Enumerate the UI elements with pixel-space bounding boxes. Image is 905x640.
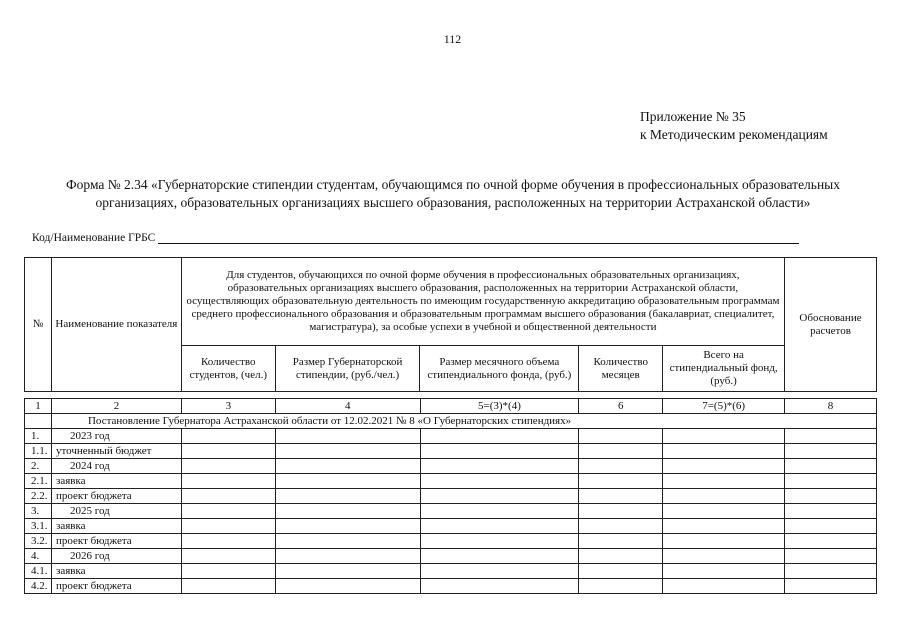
value-cell [785, 534, 877, 549]
data-table [24, 398, 877, 594]
header-stipend-size: Размер Губернаторской стипендии, (руб./чел.) [275, 346, 420, 392]
value-cell [275, 549, 420, 564]
row-number: 3. [25, 504, 52, 519]
column-number: 3 [181, 399, 275, 414]
value-cell [420, 534, 579, 549]
form-title: Форма № 2.34 «Губернаторские стипендии студентам, обучающимся по очной форме обучения в профессиональных образовательных организациях, образовательных организациях высшего образования, расположенных на территории Астраханской области» [66, 177, 840, 210]
value-cell [275, 444, 420, 459]
value-cell [579, 549, 663, 564]
table-row [25, 489, 877, 504]
column-numbers-row [25, 399, 877, 414]
value-cell [181, 459, 275, 474]
value-cell [181, 549, 275, 564]
value-cell [785, 519, 877, 534]
header-monthly-fund: Размер месячного объема стипендиального фонда, (руб.) [420, 346, 579, 392]
value-cell [275, 519, 420, 534]
column-number: 8 [785, 399, 877, 414]
column-number: 2 [51, 399, 181, 414]
value-cell [181, 489, 275, 504]
value-cell [181, 444, 275, 459]
value-cell [181, 564, 275, 579]
value-cell [663, 579, 785, 594]
row-indicator-name: проект бюджета [51, 534, 181, 549]
decree-num-cell [25, 414, 52, 429]
header-months: Количество месяцев [579, 346, 663, 392]
row-indicator-name: проект бюджета [51, 579, 181, 594]
value-cell [785, 564, 877, 579]
row-number: 3.2. [25, 534, 52, 549]
row-indicator-name: 2024 год [51, 459, 181, 474]
value-cell [579, 474, 663, 489]
value-cell [785, 579, 877, 594]
value-cell [579, 444, 663, 459]
value-cell [579, 564, 663, 579]
value-cell [420, 489, 579, 504]
value-cell [420, 564, 579, 579]
table-row [25, 429, 877, 444]
value-cell [275, 564, 420, 579]
row-number: 2. [25, 459, 52, 474]
value-cell [420, 549, 579, 564]
value-cell [785, 429, 877, 444]
column-number: 6 [579, 399, 663, 414]
value-cell [579, 504, 663, 519]
value-cell [275, 504, 420, 519]
value-cell [420, 429, 579, 444]
value-cell [181, 534, 275, 549]
value-cell [181, 429, 275, 444]
row-number: 3.1. [25, 519, 52, 534]
header-total-fund: Всего на стипендиальный фонд, (руб.) [663, 346, 785, 392]
header-num: № [25, 258, 52, 392]
decree-row [25, 414, 877, 429]
value-cell [420, 519, 579, 534]
value-cell [420, 579, 579, 594]
value-cell [181, 579, 275, 594]
value-cell [663, 459, 785, 474]
value-cell [181, 504, 275, 519]
value-cell [663, 474, 785, 489]
grbs-code-label: Код/Наименование ГРБС [32, 232, 156, 244]
table-row [25, 459, 877, 474]
value-cell [275, 489, 420, 504]
value-cell [579, 429, 663, 444]
row-number: 4.1. [25, 564, 52, 579]
value-cell [663, 504, 785, 519]
value-cell [275, 474, 420, 489]
row-indicator-name: проект бюджета [51, 489, 181, 504]
value-cell [275, 534, 420, 549]
value-cell [275, 429, 420, 444]
row-number: 2.1. [25, 474, 52, 489]
appendix-note [640, 108, 828, 144]
value-cell [663, 444, 785, 459]
row-number: 4. [25, 549, 52, 564]
row-number: 4.2. [25, 579, 52, 594]
value-cell [579, 489, 663, 504]
column-number: 1 [25, 399, 52, 414]
header-student-group: Для студентов, обучающихся по очной форме обучения в профессиональных образовательных организациях, образовательных организациях высшего образования, расположенных на территории Астраханской области, осуществляющих образовательную деятельность по имеющим государственную аккредитацию образовательным программам среднего профессионального образования и образовательным программам высшего образования (бакалавриат, специалитет, магистратура), за особые успехи в учебной и общественной деятельности [181, 258, 784, 346]
value-cell [420, 444, 579, 459]
column-number: 7=(5)*(6) [663, 399, 785, 414]
value-cell [579, 579, 663, 594]
column-number: 5=(3)*(4) [420, 399, 579, 414]
value-cell [579, 459, 663, 474]
value-cell [663, 429, 785, 444]
table-row [25, 549, 877, 564]
row-indicator-name: уточненный бюджет [51, 444, 181, 459]
value-cell [785, 489, 877, 504]
decree-title: Постановление Губернатора Астраханской области от 12.02.2021 № 8 «О Губернаторских стипендиях» [51, 414, 876, 429]
row-indicator-name: 2023 год [51, 429, 181, 444]
value-cell [420, 474, 579, 489]
value-cell [663, 549, 785, 564]
value-cell [420, 459, 579, 474]
row-indicator-name: 2026 год [51, 549, 181, 564]
grbs-code-field [158, 231, 799, 244]
row-indicator-name: заявка [51, 564, 181, 579]
value-cell [420, 504, 579, 519]
value-cell [663, 519, 785, 534]
column-number: 4 [275, 399, 420, 414]
value-cell [785, 459, 877, 474]
table-row [25, 504, 877, 519]
row-indicator-name: заявка [51, 519, 181, 534]
table-row [25, 579, 877, 594]
appendix-line-2: к Методическим рекомендациям [640, 127, 828, 142]
value-cell [663, 564, 785, 579]
row-number: 2.2. [25, 489, 52, 504]
header-justification: Обоснование расчетов [785, 258, 877, 392]
header-students-count: Количество студентов, (чел.) [181, 346, 275, 392]
value-cell [275, 459, 420, 474]
table-header [24, 257, 877, 392]
table-row [25, 444, 877, 459]
value-cell [275, 579, 420, 594]
value-cell [579, 534, 663, 549]
value-cell [181, 474, 275, 489]
value-cell [785, 549, 877, 564]
page-number: 112 [443, 32, 462, 46]
grbs-code-line [32, 231, 799, 244]
row-indicator-name: заявка [51, 474, 181, 489]
value-cell [181, 519, 275, 534]
table-row [25, 534, 877, 549]
value-cell [579, 519, 663, 534]
value-cell [663, 489, 785, 504]
appendix-line-1: Приложение № 35 [640, 109, 746, 124]
header-indicator: Наименование показателя [51, 258, 181, 392]
value-cell [785, 474, 877, 489]
value-cell [785, 444, 877, 459]
value-cell [663, 534, 785, 549]
row-indicator-name: 2025 год [51, 504, 181, 519]
table-row [25, 519, 877, 534]
table-row [25, 564, 877, 579]
row-number: 1. [25, 429, 52, 444]
row-number: 1.1. [25, 444, 52, 459]
table-row [25, 474, 877, 489]
value-cell [785, 504, 877, 519]
